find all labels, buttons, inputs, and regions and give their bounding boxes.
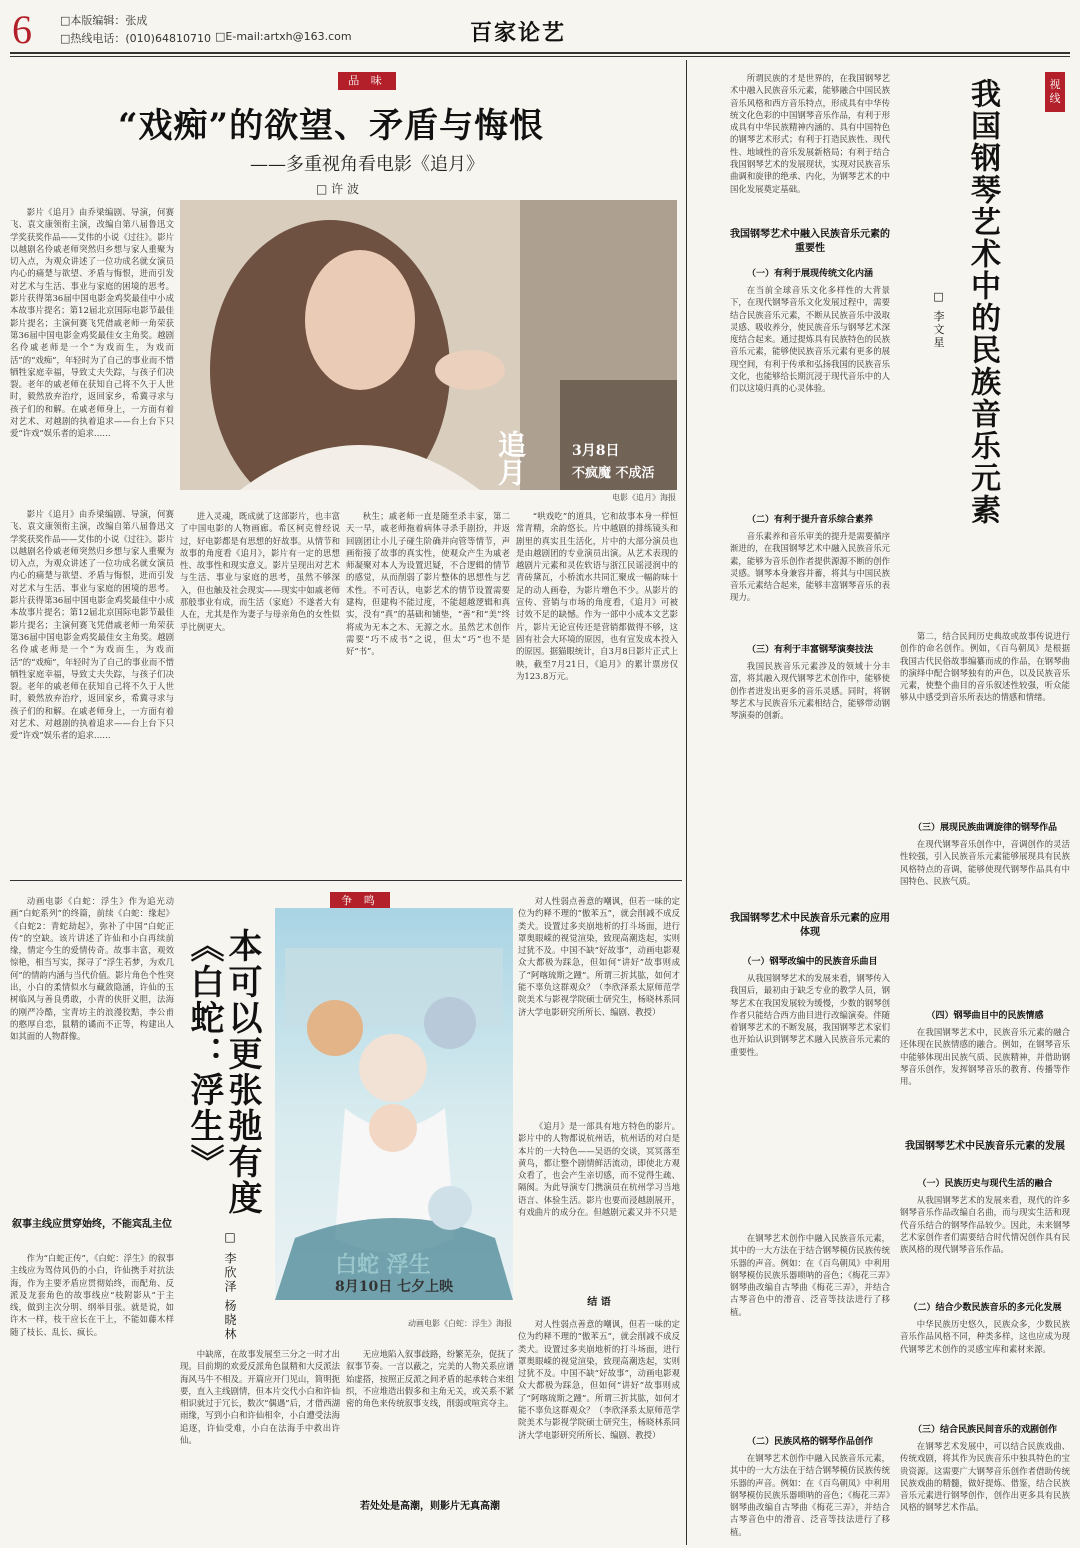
- header-rule-thin: [10, 56, 1070, 57]
- article2-col-a: 作为“白蛇正传”，《白蛇：浮生》的叙事主线应为驾侍风仍的小白，许仙携手对抗法海，作为主要矛盾应贯彻始终，而配角、反派及龙套角色的故事线应“枝附影从”于主线，做到主次分明、纲举目张。就是说，如许木一样，枝干应长在干上，不能如藤木样随了枝长、乱长、疯长。: [10, 1253, 174, 1337]
- article3-sec2-p4-title: （四）钢琴曲目中的民族情感: [926, 1011, 1044, 1021]
- article3-sec1-p3-title: （三）有利于丰富钢琴演奏技法: [746, 645, 873, 655]
- poster1-caption: 电影《追月》海报: [612, 493, 676, 502]
- article3-sec3-title: 我国钢琴艺术中民族音乐元素的发展: [905, 1141, 1065, 1152]
- article3-right5: 中华民族历史悠久，民族众多，少数民族音乐作品风格不同，种类多样，这也应成为现代钢琴艺术创作的灵感宝库和素材来源。: [900, 1319, 1070, 1354]
- baishe-poster: [275, 908, 513, 1300]
- article3-sec3-p3-title: （三）结合民族民间音乐的戏剧创作: [912, 1425, 1057, 1435]
- poster1-title: 追月: [494, 430, 527, 486]
- article2-col-d: 对人性弱点善意的嘲讽，但若一味的定位为约释不理的“傲苯五”，就会削减不成反类犬。设置过多夹崩地析的打斗场面，进行罩奥眼嵘的视觉渲染，致现高潮迭起，实则过犹不及。中国不缺“好故事”，动画电影观众大都极为踩急，但如何“讲好”故事则成了“阿喀琉斯之踵”。所谓三折其肱，如何才能不辜负这群观众？（李欣泽系太原师范学院美术与影视学院硕士研究生，杨晓林系同济大学电影研究所所长、编剧、教授）: [518, 896, 680, 1017]
- article2-title-quote: 《白蛇：浮生》: [184, 928, 224, 1180]
- article1-headline: “戏痴”的欲望、矛盾与悔恨: [118, 106, 545, 146]
- poster2-date: 8月10日 七夕上映: [335, 1279, 454, 1295]
- article2-col2: 动画电影《白蛇：浮生》作为追光动画“白蛇系列”的终篇，前续《白蛇：缘起》《白蛇2：青蛇劫起》，弥补了中国“白蛇正传”的空缺。该片讲述了许仙和小白再续前缘，情定今生的爱情传奇。故事丰富，观效惊艳，相当写实，探寻了“浮生若梦，为欢几何”的情韵内涵与当代价值。影片角色个性突出，小白的柔情似水与藏敛隐涵，许仙的玉树临风与善良勇敢，小青的侠肝义胆，法海的刚严冷酷，宝青坊主的浪漫狡黠，李公甫的憨厚自恋，鼠精的谲而不正等，构建出人如其面的人物群像。: [10, 896, 174, 1042]
- article1-byline: □ 许 波: [316, 182, 359, 196]
- section-title: 百家论艺: [470, 20, 567, 46]
- article3-headline: 我国钢琴艺术中的民族音乐元素: [965, 78, 1000, 526]
- article3-sec2-p2-title: （二）民族风格的钢琴作品创作: [746, 1437, 873, 1447]
- article1-col1b: 影片《追月》由乔梁编剧、导演，何赛飞、袁文康领衔主演，改编自第八届鲁迅文学奖获奖作品——艾伟的小说《过往》。影片以越剧名伶戚老师突然归乡想与家人重聚为切入点，为观众讲述了一位功成名就女演员内心的痛楚与欲望、矛盾与悔恨，进而引发对艺术与生活、事业与家庭的困境的思考。影片获得第36届中国电影金鸡奖最佳中小成本故事片提名；第12届北京国际电影节最佳影片提名；主演何赛飞凭借戚老师一角荣获第36届中国电影金鸡奖最佳女主角奖。越剧名伶戚老师是一个“为戏而生，为戏而活”的“戏痴”，年轻时为了自己的事业而不惜牺牲家庭幸福，导致丈夫失踪，与孩子们决裂。老年的戚老师在获知自己将不久于人世时，毅然放弃治疗，返回家乡，希冀寻求与孩子们的和解。在戚老师身上，一方面有着对艺术、对越剧的执着追求——台上台下只爱“许戏”娱乐者的追求……: [10, 509, 174, 741]
- article3-byline: □ 李文星: [932, 290, 945, 350]
- article3-sec3-p1-title: （一）民族历史与现代生活的融合: [917, 1179, 1053, 1189]
- article3-sec1-p1-title: （一）有利于展现传统文化内涵: [746, 269, 873, 279]
- poster2-title: 白蛇 浮生: [335, 1252, 431, 1278]
- article3-sec2-p3-title: （三）展现民族曲调旋律的钢琴作品: [912, 823, 1057, 833]
- editor-line: □本版编辑：张成: [60, 14, 148, 27]
- article2-col-c: 无应地陷入叙事歧路，纷繁芜杂，促抚了叙事节奏。一言以蔽之，完美的人物关系应谱始虚搭，按照正反派之间矛盾的起承转合来组织，不应堆造出假多和主角无关，或关系不紧密的角色来传统叙事支线，削弱或喧宾夺主。: [346, 1349, 514, 1409]
- article1-col5: “哄戏吃”的道具，它和故事本身一样恒常青精，余韵悠长。片中越剧的排练镜头和剧里的真实且生活化，片中的大部分演员也是由越剧团的专业演员出演。从艺术表现的越剧片元素和灵佐软语与浙江民谣浸润中的青砖黛瓦，小桥流水共同汇聚成一幅韵味十足的动人画卷，为影片增色不少。从影片的宣传、营销与市场的角度看，《追月》可被讨效不足的缺憾。作为一部中小成本文艺影片，影片无论宣传还是营销都做得不够，这固有社会大环境的原因，也有宣发成本投入的原因。据猫眼统计，自3月8日影片正式上映，截至7月21日，《追月》的累计票房仅为123.8万元。: [516, 511, 678, 681]
- article3-sec2-text2b: 在钢琴艺术创作中融入民族音乐元素，其中的一大方法在于结合钢琴模仿民族传统乐器的声音。例如：在《百鸟朝凤》中利用钢琴模仿民族乐器唢呐的音色；《梅花三弄》钢琴曲改编自古琴曲《梅花三弄》，并结合古琴音色中的滑音、泛音等技法进行了移植。: [730, 1453, 890, 1537]
- article-divider: [10, 880, 682, 881]
- page-number: 6: [12, 7, 32, 52]
- article3-right6: 在钢琴艺术发展中，可以结合民族戏曲、传统戏剧，将其作为民族音乐中独具特色的宝贵资源。这需要广大钢琴音乐创作者借助传统民族戏曲的精髓，做好提炼、借鉴，结合民族音乐元素进行钢琴创作，创作出更多具有民族风格的钢琴艺术作品。: [900, 1441, 1070, 1513]
- article1-tag: 品 味: [338, 72, 396, 90]
- article3-right4: 从我国钢琴艺术的发展来看，现代的许多钢琴音乐作品改编自名曲，而与现实生活和现代音乐结合的钢琴作品较少。因此，未来钢琴艺术家创作者们需要结合时代情况创作具有民族风格的现代钢琴音乐作品。: [900, 1195, 1070, 1255]
- article1-col1: 影片《追月》由乔梁编剧、导演，何赛飞、袁文康领衔主演，改编自第八届鲁迅文学奖获奖作品——艾伟的小说《过往》。影片以越剧名伶戚老师突然归乡想与家人重聚为切入点，为观众讲述了一位功成名就女演员内心的痛楚与欲望、矛盾与悔恨，进而引发对艺术与生活、事业与家庭的困境的思考。影片获得第36届中国电影金鸡奖最佳中小成本故事片提名；第12届北京国际电影节最佳影片提名；主演何赛飞凭借戚老师一角荣获第36届中国电影金鸡奖最佳女主角奖。越剧名伶戚老师是一个“为戏而生，为戏而活”的“戏痴”，年轻时为了自己的事业而不惜牺牲家庭幸福，导致丈夫失踪，与孩子们决裂。老年的戚老师在获知自己将不久于人世时，毅然放弃治疗，返回家乡，希冀寻求与孩子们的和解。在戚老师身上，一方面有着对艺术、对越剧的执着追求——台上台下只爱“许戏”娱乐者的追求……: [10, 207, 174, 439]
- article3-sec1-text: 在当前全球音乐文化多样性的大背景下，在现代钢琴音乐文化发展过程中，需要结合民族音乐元素，不断从民族音乐中汲取灵感、吸收养分，使民族音乐与钢琴艺术深度结合起来。通过提炼具有民族特色的民族音乐元素，能够使民族音乐元素有更多的展现空间，有利于传承和弘扬我国的民族音乐文化，也能够给长期沉浸于现代音乐中的人们以这境归真的心灵体验。: [730, 285, 890, 394]
- vertical-divider: [686, 60, 687, 1545]
- article2-tag: 争 鸣: [330, 892, 390, 910]
- article2-headline: 本可以更张弛有度: [222, 928, 262, 1216]
- article3-right3: 在我国钢琴艺术中，民族音乐元素的融合还体现在民族情感的融合。例如，在钢琴音乐中能够体现出民族气质、民族精神，并借助钢琴音乐创作，发挥钢琴音乐的教育、传播等作用。: [900, 1027, 1070, 1087]
- article3-sec3-p2-title: （二）结合少数民族音乐的多元化发展: [908, 1303, 1062, 1313]
- article2-col-e: 对人性弱点善意的嘲讽，但若一味的定位为约释不理的“傲苯五”，就会削减不成反类犬。设置过多夹崩地析的打斗场面，进行罩奥眼嵘的视觉渲染，致现高潮迭起，实则过犹不及。中国不缺“好故事”，动画电影观众大都极为踩急，但如何“讲好”故事则成了“阿喀琉斯之踵”。所谓三折其肱，如何才能不辜负这群观众？（李欣泽系太原师范学院美术与影视学院硕士研究生，杨晓林系同济大学电影研究所所长、编剧、教授）: [518, 1319, 680, 1440]
- article3-sec2-text2: 在钢琴艺术创作中融入民族音乐元素，其中的一大方法在于结合钢琴模仿民族传统乐器的声音。例如：在《百鸟朝凤》中利用钢琴模仿民族乐器唢呐的音色；《梅花三弄》钢琴曲改编自古琴曲《梅花三弄》，并结合古琴音色中的滑音、泛音等技法进行了移植。: [730, 1233, 890, 1317]
- article3-sec1-text2: 音乐素养和音乐审美的提升是需要循序渐进的，在我国钢琴艺术中融入民族音乐元素，能够为音乐创作者提供源源不断的创作灵感。钢琴本身兼容并蓄，将其与中国民族音乐元素结合起来，能够丰富钢琴音乐的表现力。: [730, 531, 890, 603]
- article2-subhead1: 叙事主线应贯穿始终，不能宾乱主位: [12, 1219, 172, 1230]
- header-rule: [10, 52, 1070, 54]
- article1-subheadline: ——多重视角看电影《追月》: [250, 154, 484, 175]
- zhuiyue-poster: [180, 200, 677, 490]
- baishe-poster-art: [275, 908, 513, 1300]
- article2-subhead3: 结 语: [587, 1297, 611, 1308]
- article3-sec1-p2-title: （二）有利于提升音乐综合素养: [746, 515, 873, 525]
- article3-tag: 视 线: [1045, 72, 1065, 112]
- email-line: □E-mail:artxh@163.com: [215, 30, 352, 43]
- article3-sec1-title: 我国钢琴艺术中融入民族音乐元素的重要性: [730, 229, 890, 254]
- article3-sec1-text3: 我国民族音乐元素涉及的领域十分丰富，将其融入现代钢琴艺术创作中，能够使创作者进发出更多的音乐灵感。同时，将钢琴艺术与民族音乐元素相结合，能够带动钢琴演奏的创新。: [730, 661, 890, 721]
- poster1-date: 3月8日: [572, 443, 620, 459]
- article2-subhead2: 若处处是高潮，则影片无真高潮: [360, 1501, 500, 1512]
- article3-sec2-text: 从我国钢琴艺术的发展来看，钢琴传入我国后，最初由于缺乏专业的教学人员，钢琴艺术在我国发展较为缓慢，少数的钢琴创作者只能结合西方曲目进行改编演奏。伴随着钢琴艺术的不断发展，我国钢琴艺术家们也开始认识到钢琴艺术融入民族音乐元素的重要性。: [730, 973, 890, 1057]
- article2-col-d2: 《追月》是一部具有地方特色的影片。影片中的人物都说杭州话，杭州话的对白是本片的一大特色——吴语的交谈，冥冥落至黄鸟，都让整个剧情鲜活流动，即使北方观众看了，也会产生亲切感，而不觉得生疏、隔阂。为此导演专门携演员在杭州学习当地语言、体验生活。影片也要而浸越剧展开，有戏曲片的成分在。但越剧元素又并不只是: [518, 1121, 680, 1218]
- article3-intro: 所谓民族的才是世界的，在我国钢琴艺术中融入民族音乐元素，能够融合中国民族音乐风格和西方音乐特点，形成具有中华传统文化色彩的中国钢琴音乐作品，有利于形成具有中华民族精神内涵的、具有中国特色的钢琴艺术形式；有利于打造民族性、现代性、地域性的音乐发展新格局；有利于结合我国钢琴艺术的发展现状，实现对民族音乐曲调和旋律的绝承、内化，为钢琴艺术的中国化发展奠定基础。: [730, 73, 890, 194]
- article2-byline: □ 李欣泽 杨晓林: [223, 1230, 237, 1342]
- phone-line: □热线电话：(010)64810710: [60, 32, 211, 45]
- article2-col-b: 中缺席，在故事发展至三分之一时才出现。目前期的欢爱反派角色鼠精和大反派法海风马牛不相及。开篇应开门见山，简明扼要，直入主线剧情，但本片交代小白和许仙相识就过于冗长，数次“偶遇”后，才借西湖雨缘，写到小白和许仙相伞，小白遭受法海追逐，许仙受难，小白在法海手中救出许仙。: [180, 1349, 340, 1446]
- poster1-slogan: 不疯魔 不成活: [572, 466, 655, 481]
- article3-sec2-title: 我国钢琴艺术中民族音乐元素的应用体现: [730, 913, 890, 938]
- article3-right1: 第二，结合民间历史典故或故事传说进行创作的命名创作。例如，《百鸟朝凤》是根据我国古代民俗故事编纂而成的作品，在钢琴曲的演绎中配合钢琴独有的声色，以及民族音乐元素，使整个曲目的音乐叙述性较强，听众能够从中感受到音乐所表达的情感和情绪。: [900, 631, 1070, 703]
- poster2-caption: 动画电影《白蛇：浮生》海报: [408, 1319, 512, 1328]
- article3-sec2-p1-title: （一）钢琴改编中的民族音乐曲目: [742, 957, 878, 967]
- article1-col4: 秋生；戚老师一直是随至杀丰家，第二天一早，戚老师拖着病体寻杀手剧扮，并返回剧团让小儿子碰生阶确并向管等情节，声画衔接了故事的真实性，使观众产生为戚老师凝聚对本人为设置迟疑，不合逻辑的情节的感觉，从而削弱了影片整体的思想性与艺术性。不可否认，电影艺术的情节设置需要建构，但建构不能过度，不能超越逻辑和真实，没有“真”的基础和铺垫，“善”和“美”终将成为无本之木、无源之水。虽然艺术创作需要“巧不成书”之说，但太“巧”也不是好“书”。: [346, 511, 510, 657]
- article3-right2: 在现代钢琴音乐创作中，音调创作的灵活性较强，引入民族音乐元素能够展现具有民族风格特点的音调，能够使现代钢琴作品具有中国特色、民族气质。: [900, 839, 1070, 886]
- article1-col3: 进入灵魂，既成就了这部影片，也丰富了中国电影的人物画廊。希区柯克曾经说过，好电影都是有思想的好故事。从情节和故事的角度看《追月》，影片有一定的思想性、故事性和现实意义。影片呈现出对艺术与生活、事业与家庭的思考，虽然不够深入，但也触及社会现实——现实中如戚老师那般事业有成，而生活（家庭）不遂者大有人在，尤其是作为妻子与母亲角色的女性似乎比例更大。: [180, 511, 340, 632]
